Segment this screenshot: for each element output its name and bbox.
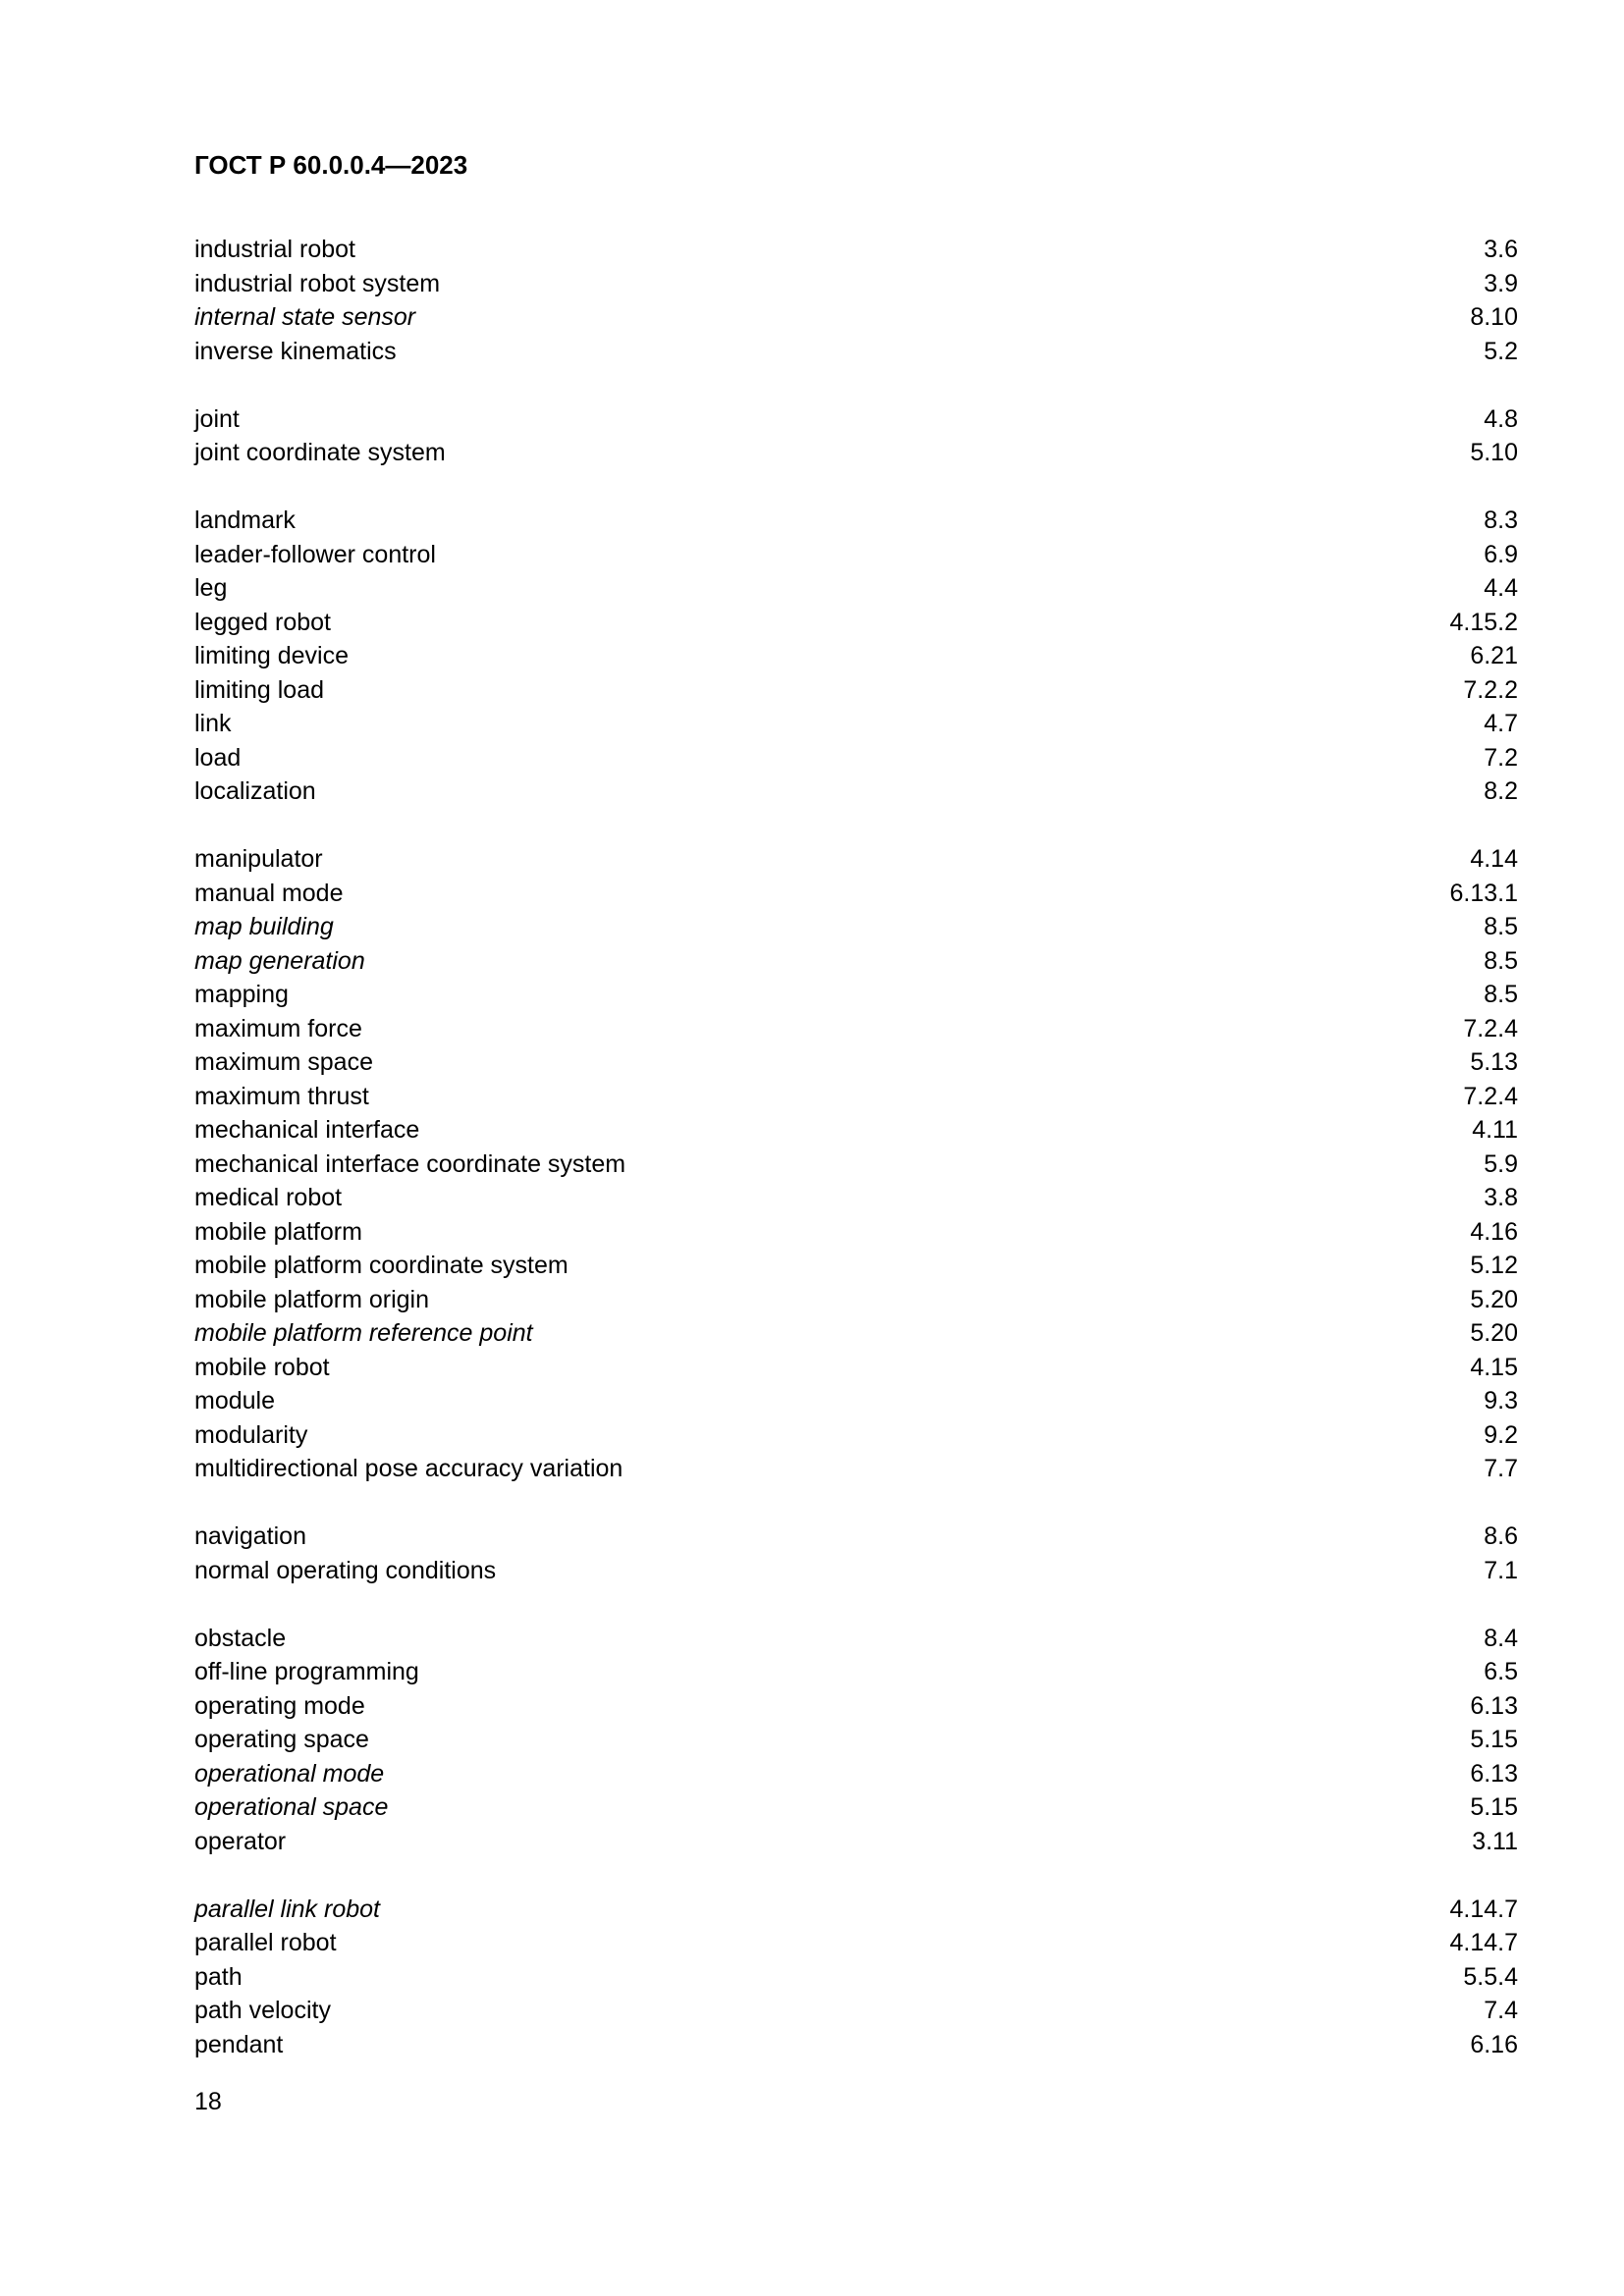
index-term: load — [194, 743, 242, 772]
index-term: mechanical interface — [194, 1116, 420, 1144]
index-reference: 4.4 — [1484, 574, 1518, 602]
index-entry — [194, 571, 1518, 606]
index-reference: 5.9 — [1484, 1149, 1518, 1178]
index-entry — [194, 1994, 1518, 2028]
index-entry — [194, 1893, 1518, 1927]
index-term: mapping — [194, 981, 289, 1008]
index-entry — [194, 1080, 1518, 1114]
document-header: ГОСТ Р 60.0.0.4—2023 — [194, 150, 468, 180]
index-entry — [194, 1384, 1518, 1418]
index-term: limiting device — [194, 642, 350, 669]
index-reference: 7.2.2 — [1463, 675, 1518, 704]
index-entry — [194, 436, 1518, 470]
index-reference: 6.13 — [1470, 1691, 1518, 1720]
index-term: path velocity — [194, 1997, 331, 2024]
index-term: mobile robot — [194, 1353, 330, 1381]
index-entry — [194, 944, 1518, 979]
index-term: manual mode — [194, 879, 344, 907]
index-entry — [194, 1926, 1518, 1960]
index-reference: 4.7 — [1484, 710, 1518, 737]
index-letter-group — [194, 504, 1518, 809]
index-reference: 8.5 — [1484, 913, 1518, 940]
index-entry — [194, 1622, 1518, 1656]
index-entry — [194, 1316, 1518, 1351]
index-term: internal state sensor — [194, 303, 416, 331]
index-reference: 7.4 — [1484, 1997, 1518, 2024]
index-term: mobile platform origin — [194, 1285, 429, 1313]
index-reference: 8.2 — [1484, 777, 1518, 805]
index-reference: 4.14 — [1470, 845, 1518, 873]
index-entry — [194, 1757, 1518, 1791]
index-term: operational mode — [194, 1759, 385, 1788]
index-entry — [194, 2028, 1518, 2062]
index-reference: 3.8 — [1484, 1184, 1518, 1211]
index-term: multidirectional pose accuracy variation — [194, 1455, 623, 1482]
index-reference: 7.2.4 — [1463, 1082, 1518, 1110]
index-term: path — [194, 1962, 243, 1991]
index-entry — [194, 402, 1518, 437]
index-reference: 7.7 — [1484, 1455, 1518, 1482]
index-reference: 4.14.7 — [1449, 1895, 1518, 1923]
index-entry — [194, 639, 1518, 673]
index-entry — [194, 1113, 1518, 1148]
index-entry — [194, 1181, 1518, 1215]
index-reference: 9.3 — [1484, 1387, 1518, 1415]
index-entry — [194, 335, 1518, 369]
index-reference: 4.15 — [1470, 1353, 1518, 1381]
index-reference: 4.15.2 — [1449, 608, 1518, 636]
index-term: mobile platform reference point — [194, 1319, 533, 1347]
index-term: inverse kinematics — [194, 337, 397, 365]
index-entry — [194, 1520, 1518, 1554]
index-entry — [194, 1283, 1518, 1317]
index-reference: 6.13 — [1470, 1759, 1518, 1788]
index-reference: 5.15 — [1470, 1726, 1518, 1753]
index-reference: 3.6 — [1484, 236, 1518, 263]
index-reference: 5.13 — [1470, 1048, 1518, 1076]
index-entry — [194, 1689, 1518, 1724]
index-term: industrial robot — [194, 236, 355, 263]
index-letter-group — [194, 233, 1518, 368]
index-reference: 5.20 — [1470, 1285, 1518, 1313]
index-term: joint coordinate system — [194, 439, 446, 466]
index-term: obstacle — [194, 1624, 287, 1652]
index-reference: 5.2 — [1484, 337, 1518, 365]
index-term: link — [194, 710, 232, 737]
index-entry — [194, 1012, 1518, 1046]
index-term: landmark — [194, 507, 296, 534]
index-entry — [194, 1452, 1518, 1486]
index-reference: 7.1 — [1484, 1556, 1518, 1584]
index-term: parallel robot — [194, 1929, 337, 1956]
index-term: operating mode — [194, 1691, 365, 1720]
index-term: map building — [194, 913, 334, 940]
index-entry — [194, 1960, 1518, 1995]
index-entry — [194, 707, 1518, 741]
index-term: joint — [194, 404, 240, 433]
index-entry — [194, 1045, 1518, 1080]
index-reference: 8.5 — [1484, 946, 1518, 975]
index-term: map generation — [194, 946, 365, 975]
index-reference: 5.5.4 — [1463, 1962, 1518, 1991]
index-letter-group — [194, 842, 1518, 1486]
index-term: modularity — [194, 1420, 308, 1449]
index-reference: 3.11 — [1472, 1827, 1518, 1855]
index-entry — [194, 1148, 1518, 1182]
index-term: parallel link robot — [194, 1895, 380, 1923]
index-entry — [194, 504, 1518, 538]
index-entry — [194, 978, 1518, 1012]
index-reference: 5.15 — [1470, 1793, 1518, 1821]
index-term: mechanical interface coordinate system — [194, 1149, 626, 1178]
index-term: maximum thrust — [194, 1082, 369, 1110]
index-entry — [194, 842, 1518, 877]
index-term: leader-follower control — [194, 540, 436, 568]
index-entry — [194, 877, 1518, 911]
index-term: mobile platform — [194, 1217, 362, 1246]
index-term: localization — [194, 777, 316, 805]
index-entry — [194, 1825, 1518, 1859]
index-term: limiting load — [194, 675, 325, 704]
index-reference: 8.10 — [1470, 303, 1518, 331]
index-letter-group — [194, 1520, 1518, 1587]
index-entry — [194, 1351, 1518, 1385]
index-letter-group — [194, 402, 1518, 470]
index-reference: 5.10 — [1470, 439, 1518, 466]
index-term: operator — [194, 1827, 287, 1855]
index-entry — [194, 774, 1518, 809]
index-term: leg — [194, 574, 228, 602]
index-reference: 6.9 — [1484, 540, 1518, 568]
index-term: maximum space — [194, 1048, 373, 1076]
alphabetical-index — [194, 233, 1518, 2061]
index-reference: 7.2.4 — [1463, 1014, 1518, 1042]
index-reference: 4.16 — [1470, 1217, 1518, 1246]
index-letter-group — [194, 1622, 1518, 1859]
index-entry — [194, 606, 1518, 640]
index-entry — [194, 1215, 1518, 1250]
index-reference: 6.13.1 — [1449, 879, 1518, 907]
index-entry — [194, 1723, 1518, 1757]
index-term: manipulator — [194, 845, 323, 873]
index-reference: 4.8 — [1484, 404, 1518, 433]
index-term: medical robot — [194, 1184, 343, 1211]
index-reference: 8.4 — [1484, 1624, 1518, 1652]
index-letter-group — [194, 1893, 1518, 2062]
index-reference: 8.3 — [1484, 507, 1518, 534]
index-term: maximum force — [194, 1014, 362, 1042]
index-entry — [194, 910, 1518, 944]
index-entry — [194, 267, 1518, 301]
index-reference: 8.6 — [1484, 1522, 1518, 1550]
index-entry — [194, 673, 1518, 708]
index-entry — [194, 1418, 1518, 1453]
index-reference: 5.12 — [1470, 1252, 1518, 1279]
index-entry — [194, 1249, 1518, 1283]
index-term: operational space — [194, 1793, 389, 1821]
index-term: pendant — [194, 2030, 284, 2058]
index-term: module — [194, 1387, 275, 1415]
index-entry — [194, 741, 1518, 775]
page-number: 18 — [194, 2088, 222, 2115]
index-reference: 7.2 — [1484, 743, 1518, 772]
index-reference: 5.20 — [1470, 1319, 1518, 1347]
index-entry — [194, 233, 1518, 267]
index-reference: 3.9 — [1484, 269, 1518, 297]
index-entry — [194, 1554, 1518, 1588]
index-term: legged robot — [194, 608, 332, 636]
index-reference: 9.2 — [1484, 1420, 1518, 1449]
index-term: navigation — [194, 1522, 306, 1550]
index-term: operating space — [194, 1726, 369, 1753]
index-entry — [194, 538, 1518, 572]
index-term: industrial robot system — [194, 269, 441, 297]
index-reference: 6.16 — [1470, 2030, 1518, 2058]
index-term: normal operating conditions — [194, 1556, 497, 1584]
index-reference: 4.14.7 — [1449, 1929, 1518, 1956]
index-term: mobile platform coordinate system — [194, 1252, 568, 1279]
index-reference: 6.5 — [1484, 1658, 1518, 1685]
index-reference: 4.11 — [1472, 1116, 1518, 1144]
index-entry — [194, 1790, 1518, 1825]
index-entry — [194, 1655, 1518, 1689]
index-reference: 8.5 — [1484, 981, 1518, 1008]
index-reference: 6.21 — [1470, 642, 1518, 669]
index-term: off-line programming — [194, 1658, 419, 1685]
index-entry — [194, 300, 1518, 335]
